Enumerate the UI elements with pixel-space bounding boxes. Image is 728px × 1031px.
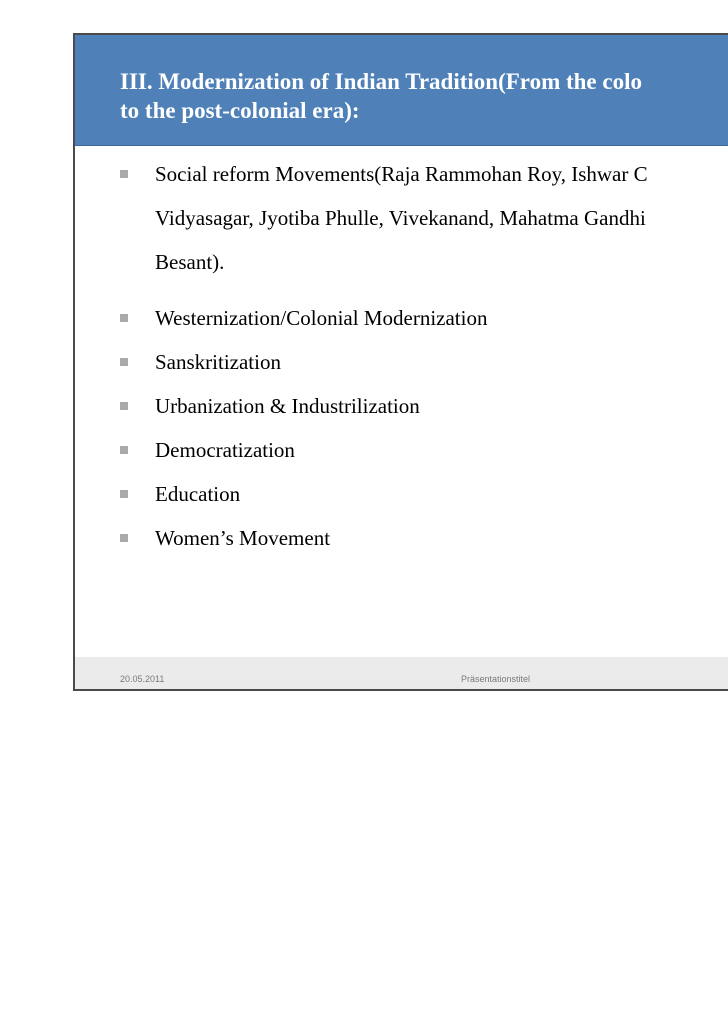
- slide-title: [120, 67, 728, 125]
- bullet-text-line: Social reform Movements(Raja Rammohan Roy, Ishwar C: [155, 162, 648, 186]
- footer-date: 20.05.2011: [120, 674, 165, 684]
- bullet-text: [155, 384, 728, 428]
- slide: [73, 33, 728, 691]
- square-bullet-icon: [120, 170, 128, 178]
- square-bullet-icon: [120, 314, 128, 322]
- bullet-text: [155, 472, 728, 516]
- square-bullet-icon: [120, 446, 128, 454]
- bullet-text-line: Urbanization & Industrilization: [155, 394, 420, 418]
- bullet-text-line: Westernization/Colonial Modernization: [155, 306, 488, 330]
- slide-footer: [75, 657, 728, 691]
- bullet-text-line: Education: [155, 482, 241, 506]
- bullet-text: [155, 340, 728, 384]
- slide-title-line-2: to the post-colonial era):: [120, 98, 360, 123]
- bullet-text-line: Besant).: [155, 250, 225, 274]
- bullet-text-line: Vidyasagar, Jyotiba Phulle, Vivekanand, Mahatma Gandhi: [155, 206, 646, 230]
- square-bullet-icon: [120, 358, 128, 366]
- footer-presentation-title: Präsentationstitel: [461, 674, 531, 684]
- bullet-text-line: Sanskritization: [155, 350, 281, 374]
- title-bar: [75, 35, 728, 146]
- bullet-text: [155, 296, 728, 340]
- bullet-text: [155, 152, 728, 284]
- bullet-text-line: Democratization: [155, 438, 295, 462]
- slide-title-line-1: III. Modernization of Indian Tradition(From the colo: [120, 69, 642, 94]
- bullet-text: [155, 516, 728, 560]
- bullet-text: [155, 428, 728, 472]
- bullet-text-line: Women’s Movement: [155, 526, 331, 550]
- square-bullet-icon: [120, 490, 128, 498]
- square-bullet-icon: [120, 402, 128, 410]
- square-bullet-icon: [120, 534, 128, 542]
